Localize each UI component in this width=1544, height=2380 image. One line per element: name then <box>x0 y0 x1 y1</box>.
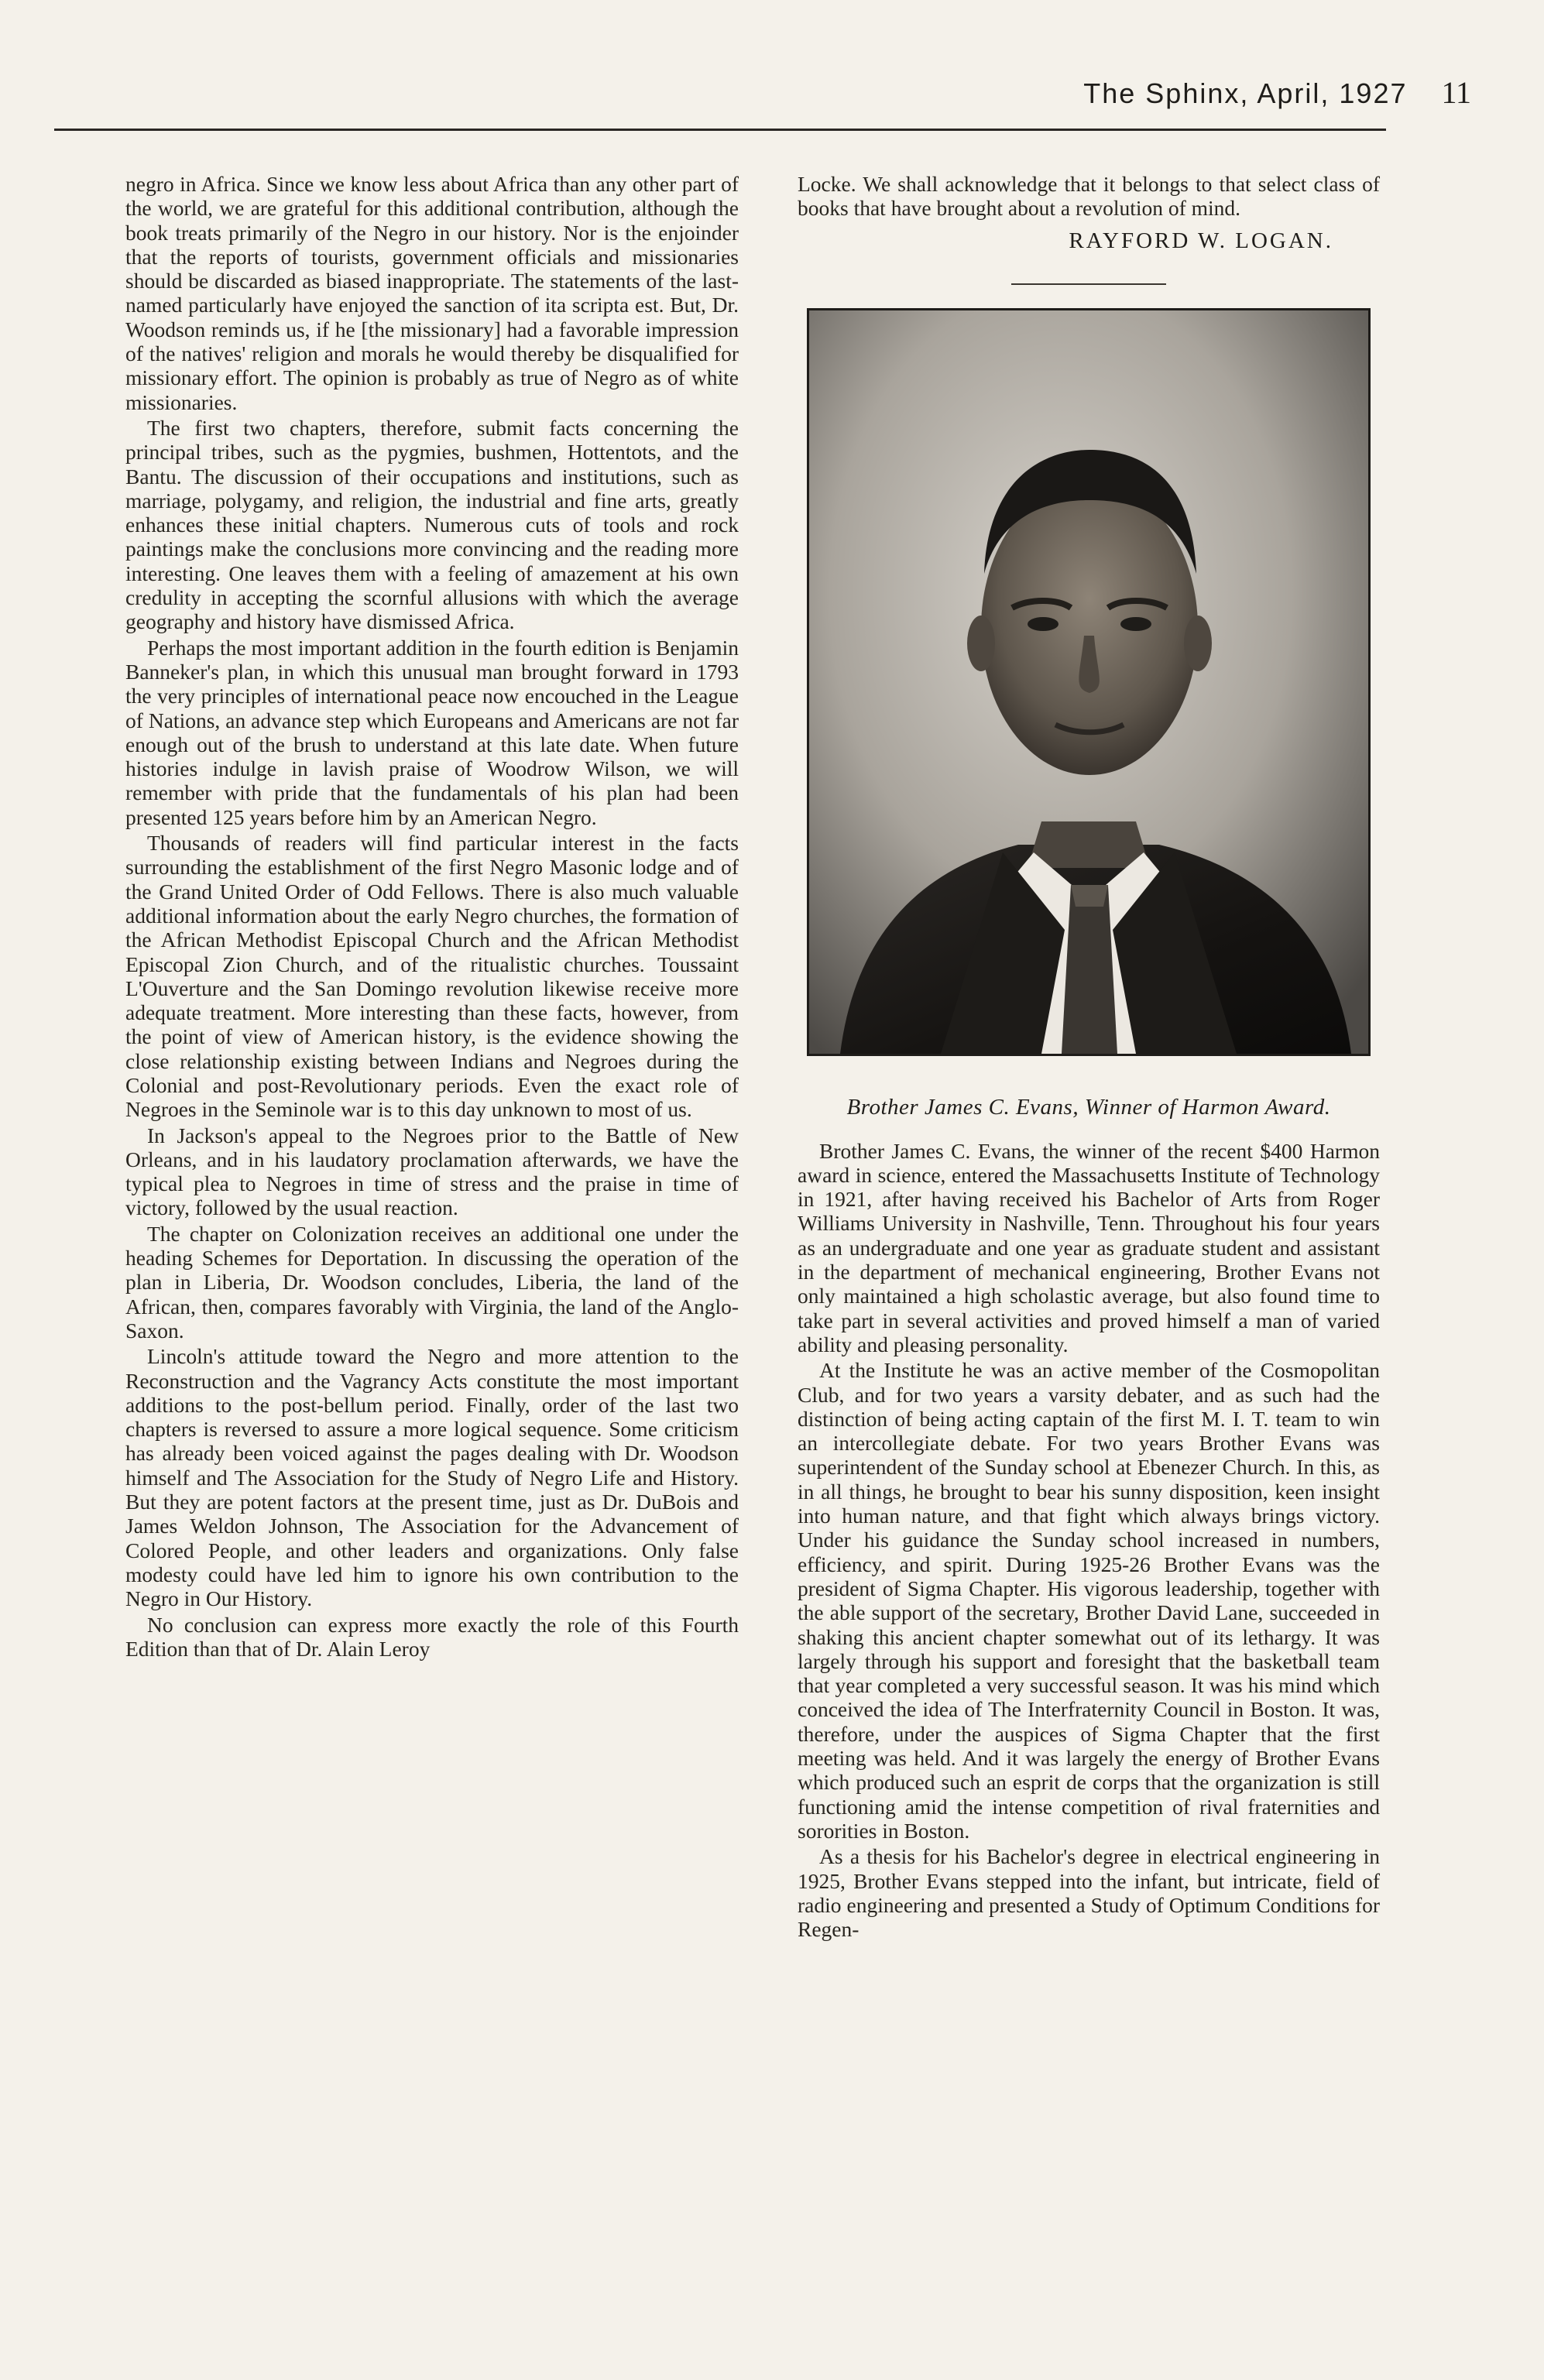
left-paragraph-1: negro in Africa. Since we know less about Africa than any other part of the world, we are grateful for this additional contribution, although the book treats primarily of the Negro in our history. Nor is the enjoinder that the reports of tourists, government officials and missionaries should be discarded as biased inappropriate. The statements of the last-named particularly have enjoyed the sanction of ita scripta est. But, Dr. Woodson reminds us, if he [the missionary] had a favorable impression of the natives' religion and morals he would thereby be disqualified for missionary effort. The opinion is probably as true of Negro as of white missionaries. <box>125 172 739 414</box>
review-continuation: Locke. We shall acknowledge that it belongs to that select class of books that have brought about a revolution of mind. <box>798 172 1380 221</box>
section-divider <box>1011 283 1166 285</box>
header-rule <box>54 129 1386 131</box>
portrait-image <box>809 310 1368 1054</box>
portrait-photo <box>807 308 1371 1056</box>
left-paragraph-7: Lincoln's attitude toward the Negro and more attention to the Reconstruction and the Vagrancy Acts constitute the most important additions to the post-bellum period. Finally, order of the last two chapters is reversed to assure a more logical sequence. Some criticism has already been voiced against the pages dealing with Dr. Woodson himself and The Association for the Study of Negro Life and History. But they are potent factors at the present time, just as Dr. DuBois and James Weldon Johnson, The Association for the Advancement of Colored People, and other leaders and organizations. Only false modesty could have led him to ignore his own contribution to the Negro in Our History. <box>125 1344 739 1611</box>
journal-title: The Sphinx, April, 1927 <box>1083 77 1408 109</box>
review-signature: RAYFORD W. LOGAN. <box>1069 228 1333 253</box>
page-number: 11 <box>1441 75 1471 110</box>
left-paragraph-2: The first two chapters, therefore, submit facts concerning the principal tribes, such as the pygmies, bushmen, Hottentots, and the Bantu. The discussion of their occupations and institutions, such as marriage, polygamy, and religion, the industrial and fine arts, greatly enhances these initial chapters. Numerous cuts of tools and rock paintings make the conclusions more convincing and the reading more interesting. One leaves them with a feeling of amazement at his own credulity in accepting the scornful allusions with which the average geography and history have dismissed Africa. <box>125 415 739 634</box>
left-paragraph-8: No conclusion can express more exactly the role of this Fourth Edition than that of Dr. Alain Leroy <box>125 1612 739 1661</box>
right-column <box>798 172 1380 1943</box>
left-paragraph-6: The chapter on Colonization receives an additional one under the heading Schemes for Deportation. In discussing the operation of the plan in Liberia, Dr. Woodson concludes, Liberia, the land of the African, then, compares favorably with Virginia, the land of the Anglo-Saxon. <box>125 1221 739 1343</box>
photo-caption: Brother James C. Evans, Winner of Harmon Award. <box>846 1094 1331 1120</box>
left-paragraph-5: In Jackson's appeal to the Negroes prior to the Battle of New Orleans, and in his laudatory proclamation afterwards, we have the typical plea to Negroes in time of stress and the praise in time of victory, followed by the usual reaction. <box>125 1123 739 1220</box>
left-paragraph-3: Perhaps the most important addition in the fourth edition is Benjamin Banneker's plan, in which this unusual man brought forward in 1793 the very principles of international peace now encouched in the League of Nations, an advance step which Europeans and Americans are not far enough out of the brush to understand at this late date. When future histories indulge in lavish praise of Woodrow Wilson, we will remember with pride that the fundamentals of his plan had been presented 125 years before him by an American Negro. <box>125 635 739 829</box>
left-paragraph-4: Thousands of readers will find particular interest in the facts surrounding the establishment of the first Negro Masonic lodge and of the Grand United Order of Odd Fellows. There is also much valuable additional information about the early Negro churches, the formation of the African Methodist Episcopal Church and the African Methodist Episcopal Zion Church, and of the ritualistic churches. Toussaint L'Ouverture and the San Domingo revolution likewise receive more adequate treatment. More interesting than these facts, however, from the point of view of American history, is the evidence showing the close relationship existing between Indians and Negroes during the Colonial and post-Revolutionary periods. Even the exact role of Negroes in the Seminole war is to this day unknown to most of us. <box>125 831 739 1122</box>
right-paragraph-2: At the Institute he was an active member of the Cosmopolitan Club, and for two years a varsity debater, and as such had the distinction of being acting captain of the first M. I. T. team to win an intercollegiate debate. For two years Brother Evans was superintendent of the Sunday school at Ebenezer Church. In this, as in all things, he brought to bear his sunny disposition, keen insight into human nature, and that fight which always brings victory. Under his guidance the Sunday school increased in numbers, efficiency, and spirit. During 1925-26 Brother Evans was the president of Sigma Chapter. His vigorous leadership, together with the able support of the secretary, Brother David Lane, succeeded in shaking this ancient chapter somewhat out of its lethargy. It was largely through his support and foresight that the basketball team that year completed a very successful season. It was his mind which conceived the idea of The Interfraternity Council in Boston. It was, therefore, under the auspices of Sigma Chapter that the first meeting was held. And it was largely the energy of Brother Evans which produced such an esprit de corps that the organization is still functioning amid the intense competition of rival fraternities and sororities in Boston. <box>798 1358 1380 1843</box>
left-column <box>125 172 739 1662</box>
right-paragraph-3: As a thesis for his Bachelor's degree in electrical engineering in 1925, Brother Evans stepped into the infant, but intricate, field of radio engineering and presented a Study of Optimum Conditions for Regen- <box>798 1844 1380 1942</box>
page-header <box>62 74 1471 121</box>
right-paragraph-1: Brother James C. Evans, the winner of the recent $400 Harmon award in science, entered the Massachusetts Institute of Technology in 1921, after having received his Bachelor of Arts from Roger Williams University in Nashville, Tenn. Throughout his four years as an undergraduate and one year as graduate student and assistant in the department of mechanical engineering, Brother Evans not only maintained a high scholastic average, but also found time to take part in several activities and proved himself a man of varied ability and pleasing personality. <box>798 1138 1380 1356</box>
